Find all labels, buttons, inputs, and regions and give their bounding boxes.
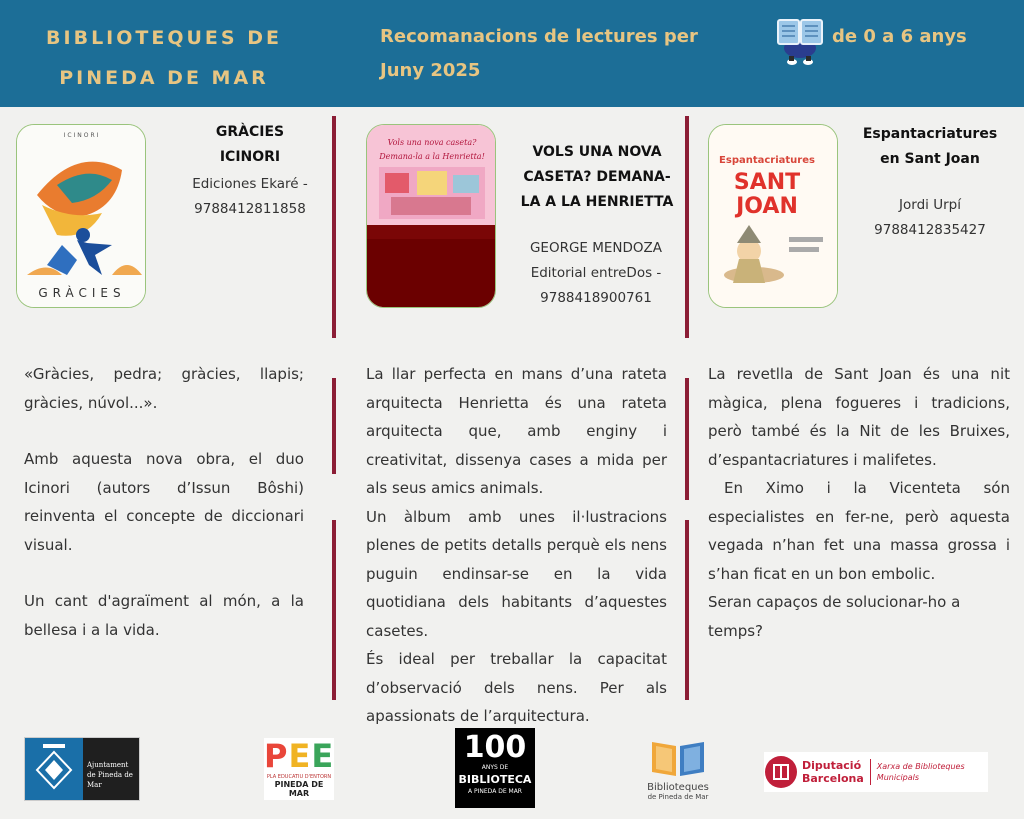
book1-title-line1: GRÀCIES [215,124,285,140]
cover-title-line1: Vols una nova caseta? [387,138,477,147]
centenary-number: 100 [463,730,527,765]
book1-title [160,120,340,170]
henrietta-cover-illustration [367,125,496,308]
ajuntament-emblem [25,738,83,800]
description-paragraph: És ideal per treballar la capacitat d’observació dels nens. Per als apassionats de l’arquitectura. [366,650,667,725]
column-divider [685,116,689,338]
cover-small-title: Espantacriatures [719,155,815,166]
library-title [24,18,304,98]
biblioteques-line2: de Pineda de Mar [647,793,709,801]
book2-title [508,140,686,215]
library-title-line1: BIBLIOTEQUES DE [46,27,282,49]
description-paragraph: Amb aquesta nova obra, el duo Icinori (autors d’Issun Bôshi) reinventa el concepte de diccionari visual. [24,450,304,554]
book3-title [840,122,1020,172]
centenary-place: A PINEDA DE MAR [468,788,522,795]
book2-title-line2: CASETA? DEMANA- [523,169,671,185]
recommendations-date: Juny 2025 [380,60,481,81]
pee-place: PINEDA DE MAR [274,780,324,798]
crest-icon [25,738,83,800]
column-divider [685,520,689,700]
description-paragraph: Un àlbum amb unes il·lustracions plenes de petits detalls perquè els nens puguin endinsar-se en la vida quotidiana dels habitants d’aquestes casetes. [366,507,667,640]
book3-author: Jordi Urpí [899,197,961,213]
description-paragraph: «Gràcies, pedra; gràcies, llapis; gràcies, núvol...». [24,365,304,412]
centenary-biblioteca: BIBLIOTECA [458,773,532,786]
ajuntament-text [83,738,139,800]
xarxa-text [877,761,965,783]
book2-isbn: 9788418900761 [540,290,652,306]
book1-description [24,360,304,644]
ajuntament-line2: de Pineda de Mar [87,771,133,789]
description-paragraph: La revetlla de Sant Joan és una nit màgica, plena fogueres i tradicions, però també és la Nit de les Bruixes, d’espantacriatures i malifetes. [708,365,1010,469]
pee-subtitle: PLA EDUCATIU D'ENTORN [266,774,332,780]
header-banner [0,0,1024,107]
centenary-anys: ANYS DE [481,764,509,771]
library-title-line2: PINEDA DE MAR [59,67,269,89]
column-divider [332,116,336,338]
ajuntament-line1: Ajuntament [87,761,129,769]
book-cover-henrietta[interactable] [366,124,496,308]
description-paragraph: En Ximo i la Vicenteta són especialistes en fer-ne, però aquesta vegada n’han fet una massa grossa i s’han ficat en un bon embolic. [708,479,1010,583]
age-range: de 0 a 6 anys [832,26,967,47]
column-divider [332,520,336,700]
description-paragraph: La llar perfecta en mans d’una rateta arquitecta Henrietta és una rateta arquitecta que, amb enginy i creativitat, dissenya cases a mida per als seus amics animals. [366,365,667,497]
biblioteques-pineda-logo[interactable] [640,738,716,806]
book3-title-line2: en Sant Joan [880,151,980,167]
diputacio-line1: Diputació [802,759,862,772]
book3-meta [840,193,1020,243]
book-cover-gracies[interactable] [16,124,146,308]
pee-letter-e2: E [311,737,335,775]
xarxa-line1: Xarxa de Biblioteques [876,762,965,771]
logo-separator [870,759,871,785]
cover-author: ICINORI [63,132,101,139]
book2-author: GEORGE MENDOZA [529,240,663,256]
cover-title-line2: Demana-la a la Henrietta! [379,152,485,161]
book1-isbn: 9788412811858 [194,201,306,217]
book3-title-line1: Espantacriatures [862,126,998,142]
book-cover-espantacriatures[interactable] [708,124,838,308]
diputacio-line2: Barcelona [802,772,864,785]
recommendations-title [380,20,750,88]
pee-letter-e1: E [288,737,312,775]
book2-title-line3: LA A LA HENRIETTA [520,194,674,210]
recommendations-line1: Recomanacions de lectures per [380,26,698,47]
book3-description [708,360,1010,645]
book2-meta [506,236,686,311]
child-reading-icon [772,12,828,68]
diputacio-barcelona-logo[interactable] [764,752,988,792]
cover-title: GRÀCIES [38,286,126,300]
description-paragraph: Seran capaços de solucionar-ho a temps? [708,593,961,640]
gracies-cover-illustration [17,125,146,308]
book2-description [366,360,667,731]
book2-title-line1: VOLS UNA NOVA [532,144,662,160]
pee-logo[interactable] [264,738,334,800]
espantacriatures-cover-illustration [709,125,838,308]
open-book-icon [648,738,708,778]
pee-letters [264,738,334,774]
description-paragraph: Un cant d'agraïment al món, a la bellesa i a la vida. [24,592,304,639]
biblioteques-line1: Biblioteques [647,782,709,793]
cover-big-line2: JOAN [736,194,798,219]
diputacio-seal-icon [764,755,798,789]
book1-meta [160,172,340,222]
book2-publisher: Editorial entreDos - [530,265,662,281]
100-anys-biblioteca-logo[interactable] [455,728,535,808]
book3-isbn: 9788412835427 [874,222,986,238]
pee-letter-p: P [264,737,289,775]
cover-big-line1: SANT [733,170,801,195]
diputacio-name [802,759,864,785]
book1-publisher: Ediciones Ekaré - [192,176,308,192]
book1-title-line2: ICINORI [219,149,281,165]
column-divider [332,378,336,474]
ajuntament-logo[interactable] [24,737,140,801]
column-divider [685,378,689,500]
xarxa-line2: Municipals [876,773,920,782]
